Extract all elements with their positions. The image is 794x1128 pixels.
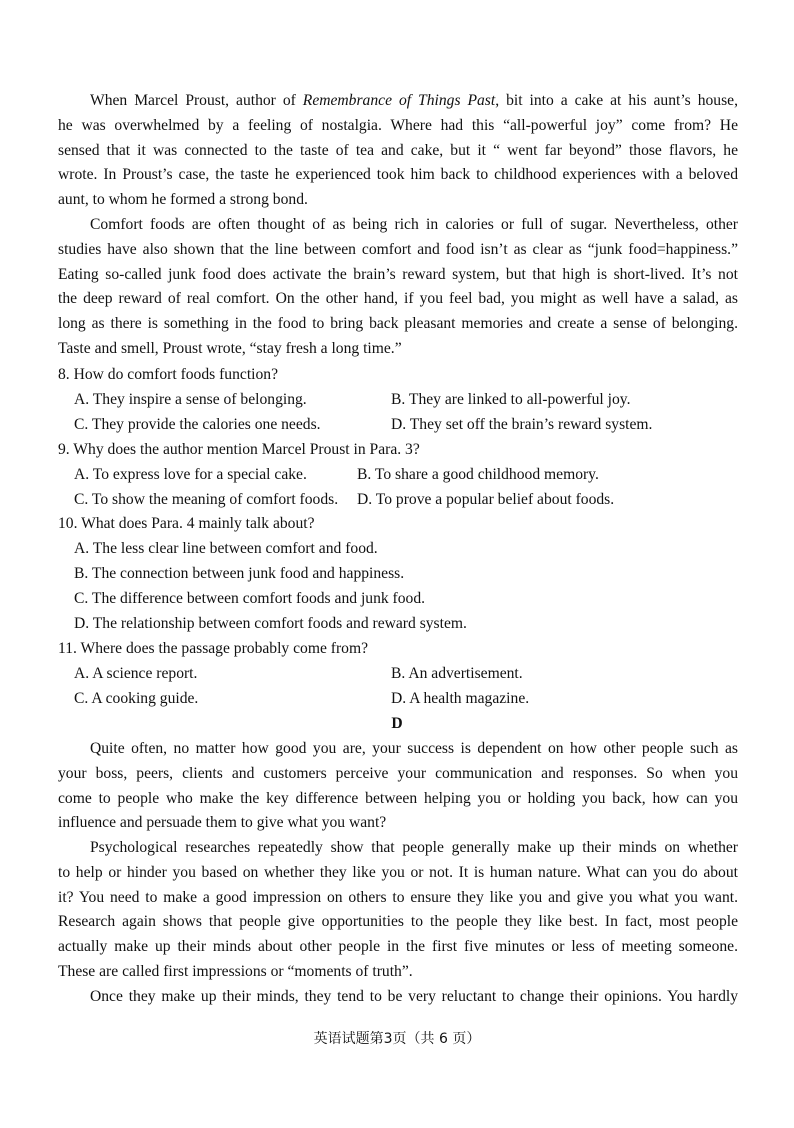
text-line: actually make up their minds about other people in the first five minutes or less of meeting someone. <box>58 938 738 956</box>
question-10-option-b[interactable]: B. The connection between junk food and happiness. <box>74 565 405 582</box>
text-line: studies have also shown that the line between comfort and food isn’t as clear as “junk food=happiness.” <box>58 240 738 258</box>
text-line: wrote. In Proust’s case, the taste he experienced took him back to childhood experiences with a beloved <box>58 166 738 184</box>
text-line: Taste and smell, Proust wrote, “stay fresh a long time.” <box>58 339 402 357</box>
question-9-option-a[interactable]: A. To express love for a special cake. <box>74 466 307 483</box>
passage-d-paragraph-2 <box>58 836 738 985</box>
question-8-stem: 8. How do comfort foods function? <box>58 366 279 383</box>
text-line: the deep reward of real comfort. On the other hand, if you feel bad, you might as well have a salad, as <box>58 290 738 308</box>
text-line: Comfort foods are often thought of as being rich in calories or full of sugar. Nevertheless, other <box>90 216 738 233</box>
question-9-option-b[interactable]: B. To share a good childhood memory. <box>357 466 599 483</box>
question-11-stem: 11. Where does the passage probably come from? <box>58 640 369 657</box>
passage-d-paragraph-3 <box>58 985 738 1010</box>
text-line: Eating so-called junk food does activate the brain’s reward system, but that high is short-lived. It’s not <box>58 265 738 283</box>
question-8-option-b[interactable]: B. They are linked to all-powerful joy. <box>391 391 631 408</box>
question-8-option-d[interactable]: D. They set off the brain’s reward system. <box>391 416 653 433</box>
text-line: influence and persuade them to give what you want? <box>58 814 387 832</box>
question-8-option-a[interactable]: A. They inspire a sense of belonging. <box>74 391 307 408</box>
question-10-option-d[interactable]: D. The relationship between comfort foods and reward system. <box>74 615 467 632</box>
text-segment: , bit into a cake at his aunt’s house, <box>495 92 738 109</box>
text-line: Quite often, no matter how good you are, your success is dependent on how other people such as <box>90 740 738 757</box>
text-line: These are called first impressions or “moments of truth”. <box>58 962 413 980</box>
text-line: Psychological researches repeatedly show that people generally make up their minds on whether <box>90 839 738 856</box>
passage-c-paragraph-3 <box>58 89 738 213</box>
text-line: long as there is something in the food to bring back pleasant memories and create a sense of belonging. <box>58 315 738 333</box>
question-9-stem: 9. Why does the author mention Marcel Proust in Para. 3? <box>58 441 420 458</box>
text-line: Research again shows that people give opportunities to the people they like best. In fact, most people <box>58 913 738 931</box>
text-line: he was overwhelmed by a feeling of nostalgia. Where had this “all-powerful joy” come from? He <box>58 116 738 134</box>
text-line: aunt, to whom he formed a strong bond. <box>58 191 308 209</box>
passage-c-paragraph-4 <box>58 213 738 362</box>
question-10-option-a[interactable]: A. The less clear line between comfort and food. <box>74 540 378 557</box>
question-9-option-c[interactable]: C. To show the meaning of comfort foods. <box>74 491 339 508</box>
text-line: it? You need to make a good impression on others to ensure they like you and give you what you want. <box>58 888 738 906</box>
question-8-option-c[interactable]: C. They provide the calories one needs. <box>74 416 321 433</box>
question-11-option-c[interactable]: C. A cooking guide. <box>74 690 199 707</box>
question-10-stem: 10. What does Para. 4 mainly talk about? <box>58 515 315 532</box>
question-9-option-d[interactable]: D. To prove a popular belief about foods. <box>357 491 615 508</box>
question-11-option-a[interactable]: A. A science report. <box>74 665 198 682</box>
passage-d-heading: D <box>391 715 403 732</box>
book-title: Remembrance of Things Past <box>302 92 496 109</box>
page-footer: 英语试题第3页（共 6 页） <box>313 1031 481 1047</box>
text-line: sensed that it was connected to the taste of tea and cake, but it “ went far beyond” those flavors, he <box>58 141 738 159</box>
text-line: come to people who make the key difference between helping you or holding you back, how can you <box>58 789 738 807</box>
question-11-option-b[interactable]: B. An advertisement. <box>391 665 523 682</box>
passage-d-paragraph-1 <box>58 737 738 836</box>
text-segment: When Marcel Proust, author of <box>90 92 303 109</box>
question-11-option-d[interactable]: D. A health magazine. <box>391 690 530 707</box>
question-10-option-c[interactable]: C. The difference between comfort foods and junk food. <box>74 590 426 607</box>
text-line: Once they make up their minds, they tend to be very reluctant to change their opinions. You hardly <box>90 988 738 1005</box>
text-line: to help or hinder you based on whether they like you or not. It is human nature. What can you do about <box>58 863 738 881</box>
text-line: your boss, peers, clients and customers perceive your communication and responses. So when you <box>58 764 738 782</box>
text-line <box>58 89 738 114</box>
